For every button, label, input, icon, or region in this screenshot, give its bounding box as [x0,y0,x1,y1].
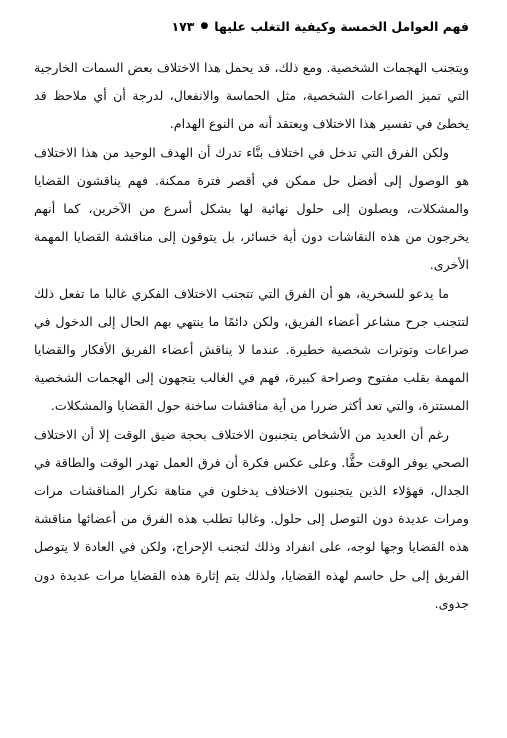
paragraph: ما يدعو للسخرية، هو أن الفرق التي تتجنب الاختلاف الفكري غالبا ما تفعل ذلك لتتجنب جرح مشاعر أعضاء الفريق، ولكن دائمًا ما ينتهي بهم الحال إلى الدخول في صراعات وتوترات شخصية خطيرة. عندما لا يناقش أعضاء الفريق الأفكار والقضايا المهمة بقلب مفتوح وصراحة كبيرة، فهم في الغالب يتجهون إلى الهجمات الشخصية المستترة، والتي تعد أكثر ضررا من أية مناقشات ساخنة حول القضايا والمشكلات. [34,285,469,414]
running-title: فهم العوامل الخمسة وكيفية التغلب عليها [214,18,469,34]
page-header [34,14,469,38]
paragraph: رغم أن العديد من الأشخاص يتجنبون الاختلاف بحجة ضيق الوقت إلا أن الاختلاف الصحي يوفر الوقت حقًّا. وعلى عكس فكرة أن فرق العمل تهدر الوقت والطاقة في الجدال، فهؤلاء الذين يتجنبون الاختلاف يدخلون في متاهة تكرار المناقشات مرات ومرات عديدة دون التوصل إلى حلول. وغالبا تطلب هذه الفرق من أعضائها مناقشة هذه القضايا وجها لوجه، على انفراد وذلك لتجنب الإحراج، ولكن في العادة لا يتوصل الفريق إلى حل حاسم لهذه القضايا، ولذلك يتم إثارة هذه القضايا مرات عديدة دون جدوى. [34,426,469,611]
header-separator: ● [200,20,209,31]
paragraph: ويتجنب الهجمات الشخصية. ومع ذلك، قد يحمل هذا الاختلاف بعض السمات الخارجية التي تميز الصراعات الشخصية، مثل الحماسة والانفعال، لدرجة أن أي ملاحظ قد يخطئ في تفسير هذا الاختلاف ويعتقد أنه من النوع الهدام. [34,60,469,132]
paragraph: ولكن الفرق التي تدخل في اختلاف بنَّاء تدرك أن الهدف الوحيد من هذا الاختلاف هو الوصول إلى أفضل حل ممكن في أقصر فترة ممكنة. فهم يناقشون القضايا والمشكلات، ويصلون إلى حلول نهائية لها بشكل أسرع من الآخرين، كما أنهم يخرجون من هذه النقاشات دون أية خسائر، بل يتوقون إلى مناقشة القضايا المهمة الأخرى. [34,144,469,273]
body-text [34,54,469,618]
page-number: ١٧٣ [171,18,195,34]
